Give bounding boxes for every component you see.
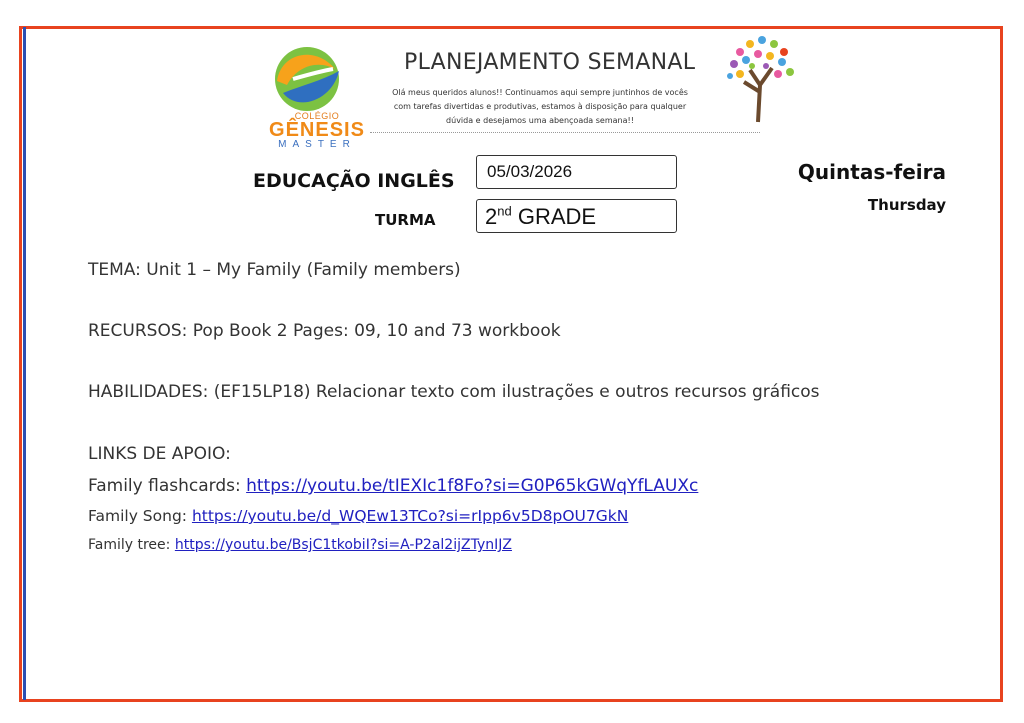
link-label: Family tree: xyxy=(88,537,175,553)
habilidades-line: HABILIDADES: (EF15LP18) Relacionar texto com ilustrações e outros recursos gráficos xyxy=(88,382,820,402)
intro-message xyxy=(380,86,700,128)
school-logo xyxy=(263,41,371,154)
grade-suffix: nd xyxy=(497,203,512,219)
link-row-flashcards xyxy=(88,476,698,496)
date-field[interactable] xyxy=(476,155,677,189)
link-row-tree xyxy=(88,537,512,553)
intro-line: dúvida e desejamos uma abençoada semana!! xyxy=(446,116,634,125)
logo-text-bottom: MASTER xyxy=(278,139,356,150)
turma-label: TURMA xyxy=(375,211,436,229)
link-label: Family Song: xyxy=(88,507,192,525)
tema-line: TEMA: Unit 1 – My Family (Family members) xyxy=(88,260,461,280)
tree-icon xyxy=(720,30,800,125)
song-link[interactable]: https://youtu.be/d_WQEw13TCo?si=rIpp6v5D8pOU7GkN xyxy=(191,507,629,525)
intro-line: Olá meus queridos alunos!! Continuamos aqui sempre juntinhos de vocês xyxy=(392,88,688,97)
divider xyxy=(370,132,760,133)
recursos-line: RECURSOS: Pop Book 2 Pages: 09, 10 and 73 workbook xyxy=(88,321,561,341)
page-border-accent xyxy=(23,27,26,700)
weekday-english: Thursday xyxy=(867,196,946,214)
link-label: Family flashcards: xyxy=(88,476,247,496)
grade-number: 2 xyxy=(485,204,498,229)
grade-field[interactable] xyxy=(476,199,677,233)
intro-line: com tarefas divertidas e produtivas, estamos à disposição para qualquer xyxy=(393,102,687,111)
grade-word: GRADE xyxy=(517,204,597,229)
date-value: 05/03/2026 xyxy=(487,162,573,181)
family-tree-link[interactable]: https://youtu.be/BsjC1tkobiI?si=A-P2al2ijZTynIJZ xyxy=(174,537,512,553)
logo-emblem-icon xyxy=(263,41,371,111)
subject-label: EDUCAÇÃO INGLÊS xyxy=(253,170,455,192)
logo-text-top: COLÉGIO xyxy=(294,111,340,121)
grade-value xyxy=(485,204,596,230)
page-title: PLANEJAMENTO SEMANAL xyxy=(404,50,696,75)
weekday-portuguese: Quintas-feira xyxy=(797,160,946,184)
flashcards-link[interactable]: https://youtu.be/tIEXIc1f8Fo?si=G0P65kGWqYfLAUXc xyxy=(246,476,699,496)
logo-text-middle: GÊNESIS xyxy=(269,119,365,141)
link-row-song xyxy=(88,507,628,525)
links-heading: LINKS DE APOIO: xyxy=(88,444,231,464)
